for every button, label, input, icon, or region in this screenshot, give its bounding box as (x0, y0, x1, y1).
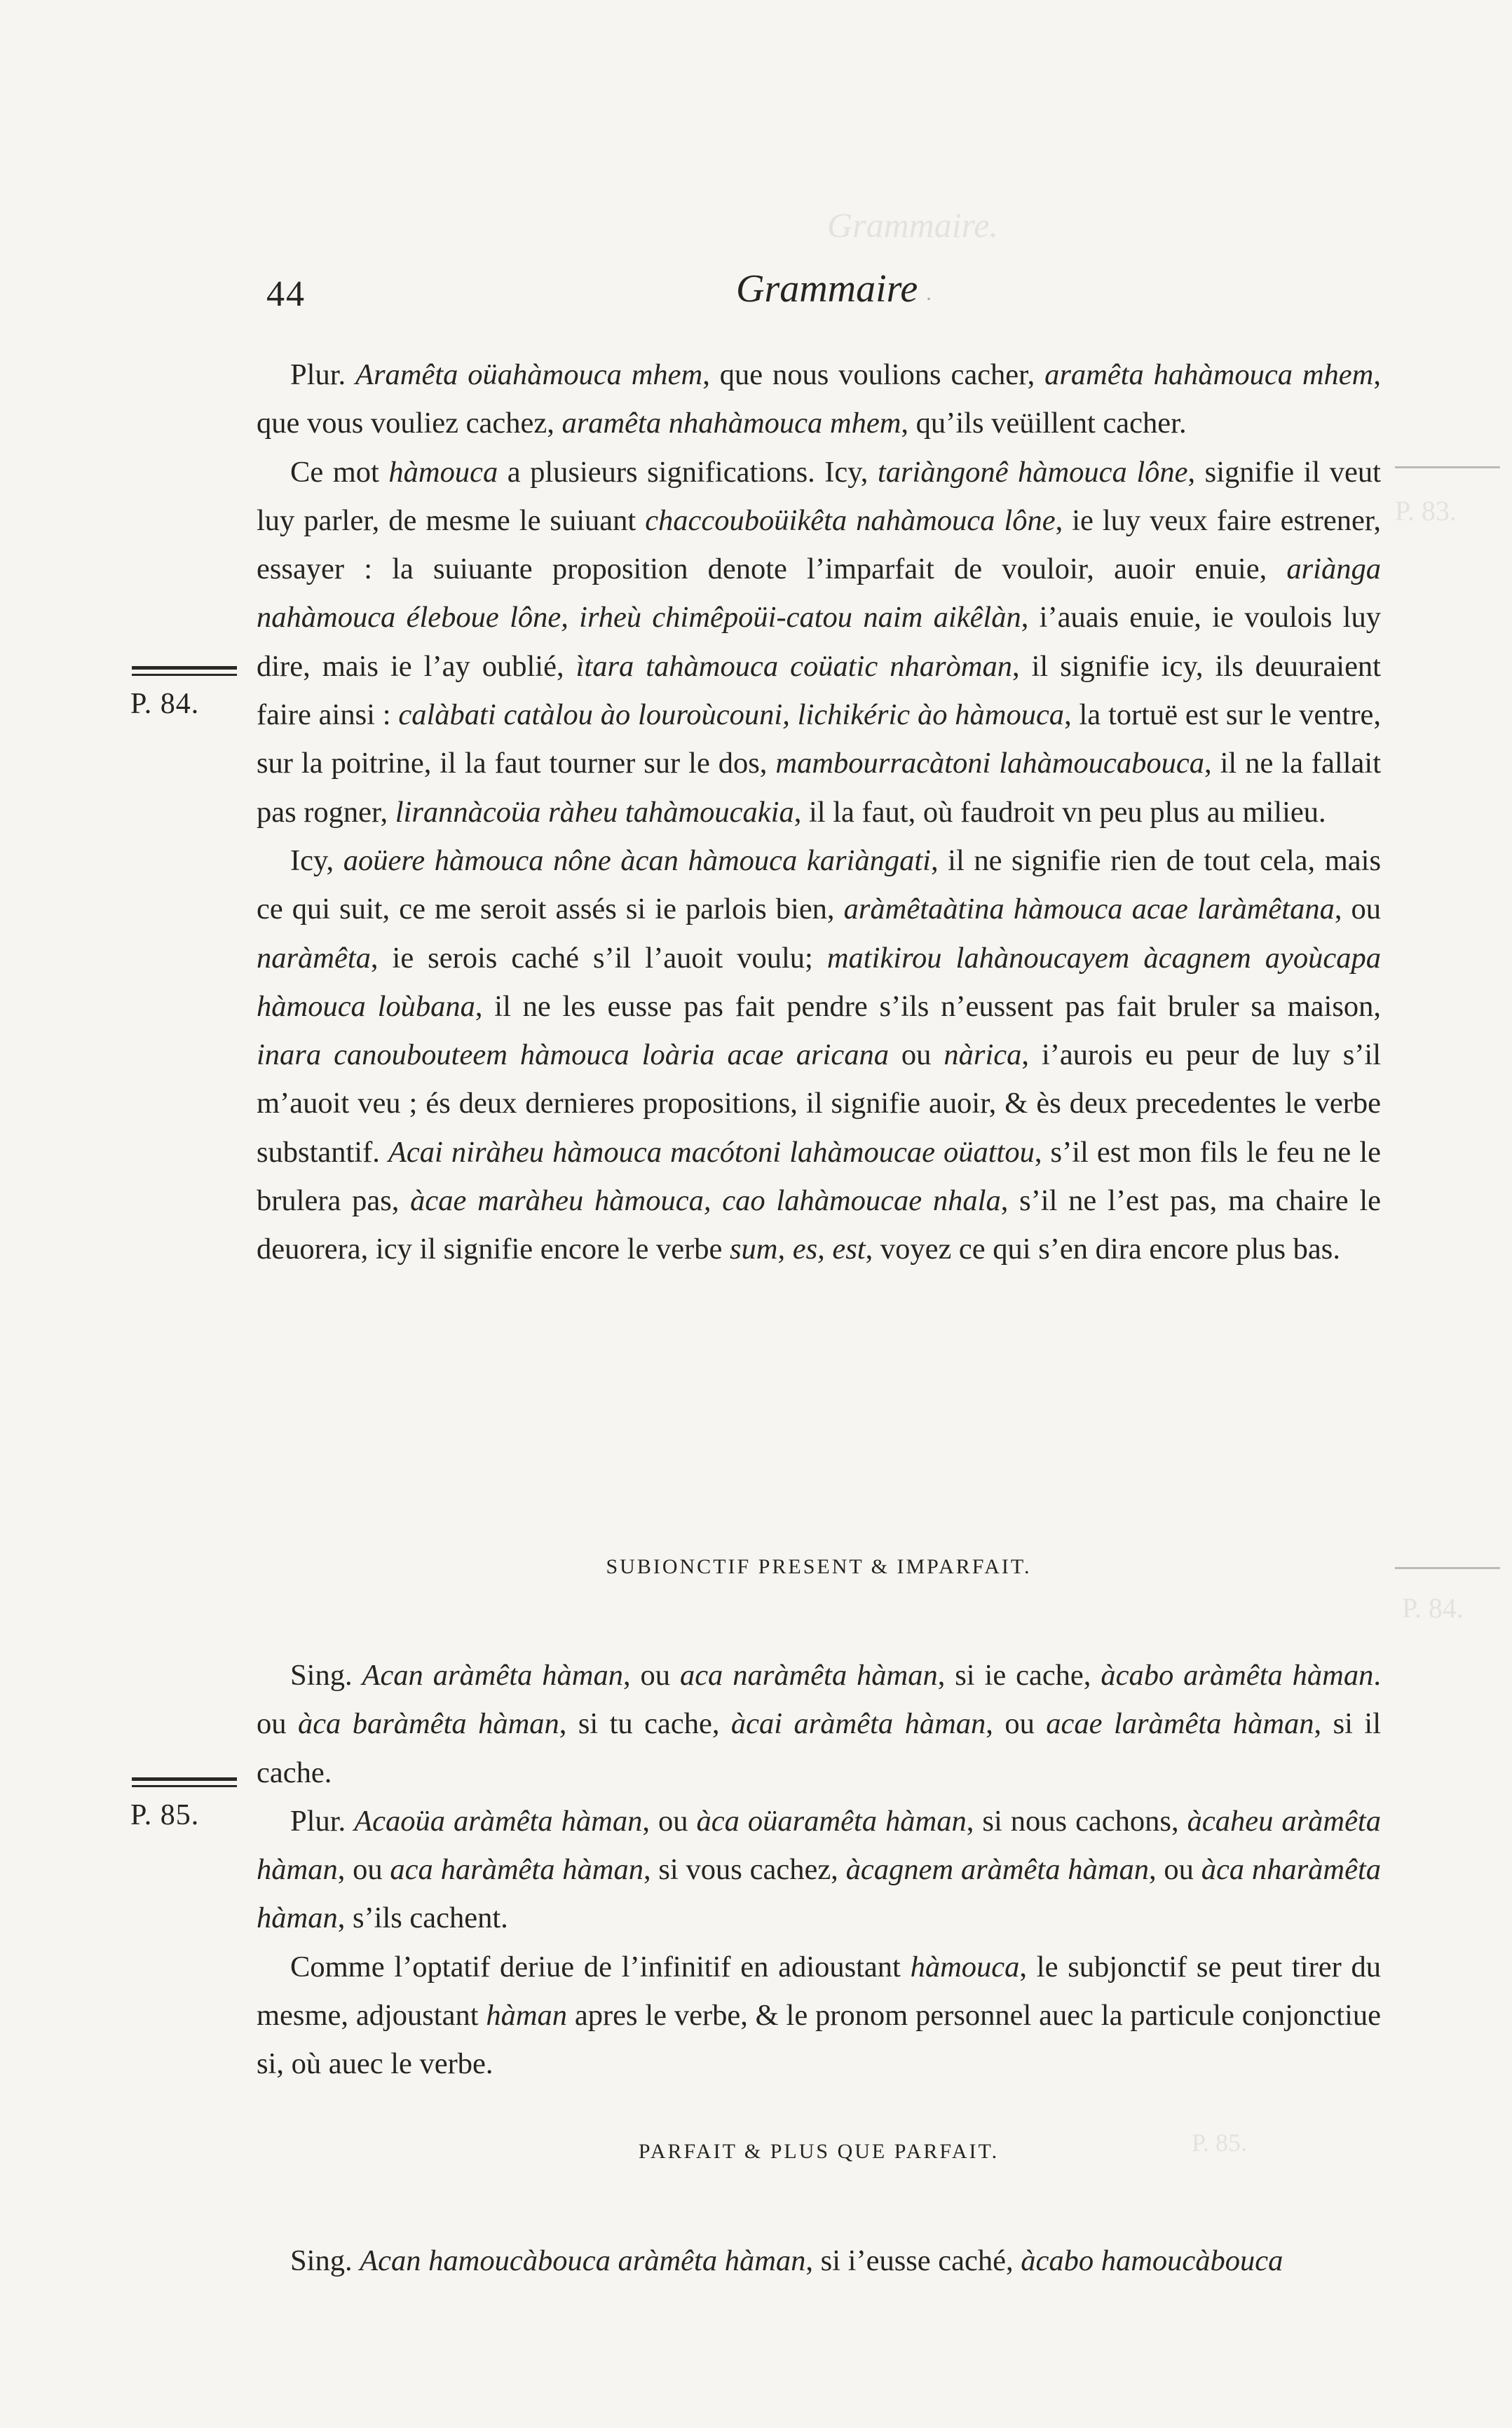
paragraph-subjonctif-plural: Plur. Acaoüa aràmêta hàman, ou àca oüaramêta hàman, si nous cachons, àcaheu aràmêta hàman, ou aca haràmêta hàman, si vous cachez, àcagnem aràmêta hàman, ou àca nharàmêta hàman, s’ils cachent. (257, 1804, 1381, 1935)
paragraph-parfait-singular: Sing. Acan hamoucàbouca aràmêta hàman, si i’eusse caché, àcabo hamoucàbouca (290, 2244, 1283, 2277)
section-title-subjonctif: SUBIONCTIF PRESENT & IMPARFAIT. (606, 1555, 1032, 1578)
running-title: Grammaire (736, 267, 918, 311)
bleed-through-title: Grammaire. (827, 205, 998, 245)
paragraph-hamouca-meanings: Ce mot hàmouca a plusieurs significations. Icy, tariàngonê hàmouca lône, signifie il veut luy parler, de mesme le suiuant chaccouboüikêta nahàmouca lône, ie luy veux faire estrener, essayer : la suiuante proposition denote l’imparfait de vouloir, auoir enuie, ariànga nahàmouca éleboue lône, irheù chimêpoüi-catou naim aikêlàn, i’auais enuie, ie voulois luy dire, mais ie l’ay oublié, ìtara tahàmouca coüatic nharòman, il signifie icy, ils deuuraient faire ainsi : calàbati catàlou ào louroùcouni, lichikéric ào hàmouca, la tortuë est sur le ventre, sur la poitrine, il la faut tourner sur le dos, mambourracàtoni lahàmoucabouca, il ne la fallait pas rogner, lirannàcoüa ràheu tahàmoucakia, il la faut, où faudroit vn peu plus au milieu. (257, 455, 1382, 829)
section-title-parfait: PARFAIT & PLUS QUE PARFAIT. (638, 2140, 1000, 2163)
marginal-note-p84 (132, 666, 237, 721)
bleed-through-marginal-1: P. 83. (1395, 495, 1457, 527)
marginal-note-p85 (132, 1777, 237, 1832)
marginal-rule-thin (132, 674, 237, 676)
text-block-subjonctif (257, 1651, 1381, 2089)
marginal-label: P. 84. (130, 688, 200, 720)
marginal-rule-thin (132, 1785, 237, 1787)
paragraph-subjonctif-rule: Comme l’optatif deriue de l’infinitif en adioustant hàmouca, le subjonctif se peut tirer du mesme, adjoustant hàman apres le verbe, & le pronom personnel auec la particule conjonctiue si, où auec le verbe. (257, 1950, 1381, 2081)
bleed-through-marginal-3: P. 85. (1192, 2129, 1248, 2157)
bleed-through-rule-1 (1395, 466, 1500, 468)
paragraph-optatif-plural: Plur. Aramêta oüahàmouca mhem, que nous voulions cacher, aramêta hahàmouca mhem, que vous vouliez cachez, aramêta nhahàmouca mhem, qu’ils veüillent cacher. (257, 358, 1381, 440)
bleed-through-marginal-2: P. 84. (1402, 1592, 1464, 1624)
paragraph-subjonctif-singular: Sing. Acan aràmêta hàman, ou aca naràmêta hàman, si ie cache, àcabo aràmêta hàman. ou àca baràmêta hàman, si tu cache, àcai aràmêta hàman, ou acae laràmêta hàman, si il cache. (257, 1659, 1382, 1789)
bleed-through-rule-2 (1395, 1567, 1500, 1569)
page-number: 44 (266, 274, 306, 314)
marginal-rule-thick (132, 1777, 237, 1781)
paragraph-substantive-verb: Icy, aoüere hàmouca nône àcan hàmouca kariàngati, il ne signifie rien de tout cela, mais ce qui suit, ce me seroit assés si ie parlois bien, aràmêtaàtina hàmouca acae laràmêtana, ou naràmêta, ie serois caché s’il l’auoit voulu; matikirou lahànoucayem àcagnem ayoùcapa hàmouca loùbana, il ne les eusse pas fait pendre s’ils n’eussent pas fait bruler sa maison, inara canoubouteem hàmouca loària acae aricana ou nàrica, i’aurois eu peur de luy s’il m’auoit veu ; és deux dernieres propositions, il signifie auoir, & ès deux precedentes le verbe substantif. Acai niràheu hàmouca macótoni lahàmoucae oüattou, s’il est mon fils le feu ne le brulera pas, àcae maràheu hàmouca, cao lahàmoucae nhala, s’il ne l’est pas, ma chaire le deuorera, icy il signifie encore le verbe sum, es, est, voyez ce qui s’en dira encore plus bas. (257, 843, 1382, 1266)
header-dot: · (925, 287, 932, 311)
marginal-label: P. 85. (130, 1799, 200, 1831)
text-block-optatif (257, 351, 1381, 1274)
page-header (259, 266, 1381, 330)
text-block-parfait (257, 2237, 1381, 2285)
marginal-rule-thick (132, 666, 237, 670)
